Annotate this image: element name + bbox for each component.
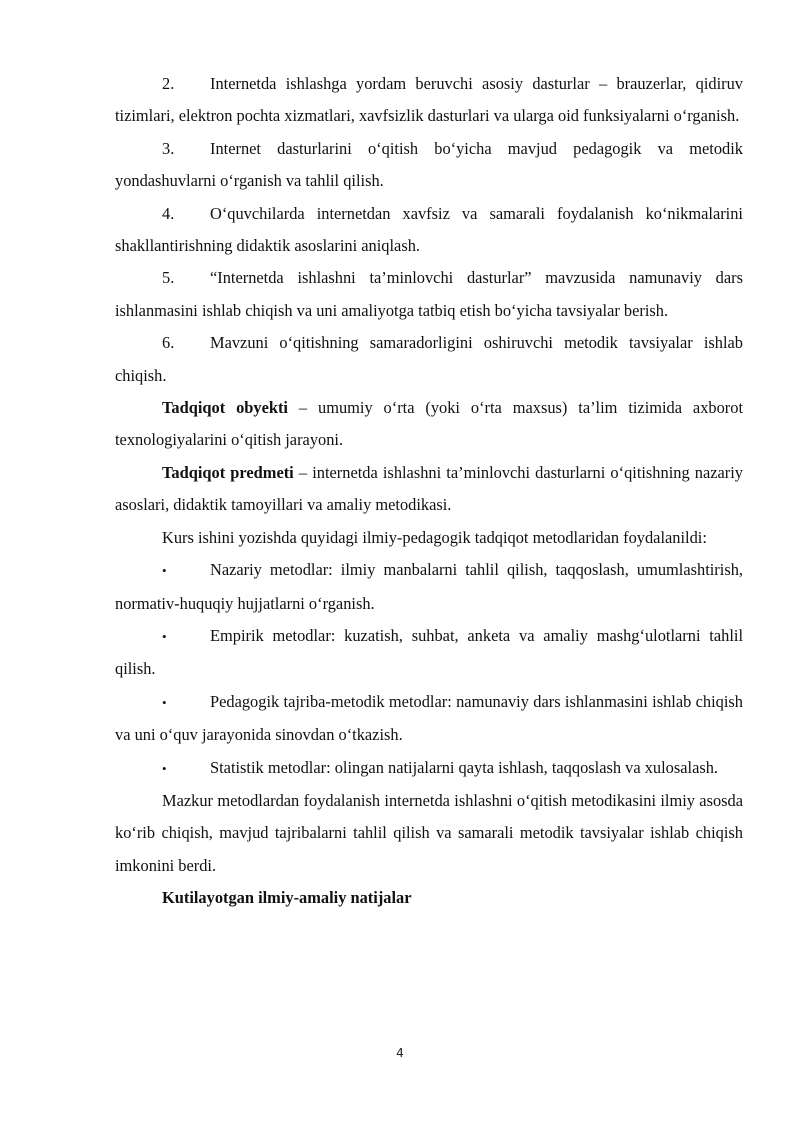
list-item <box>115 133 743 198</box>
list-text: Internetda ishlashga yordam beruvchi asosiy dasturlar – brauzerlar, qidiruv tizimlari, elektron pochta xizmatlari, xavfsizlik dasturlari va ularga oid funksiyalarni o‘rganish. <box>115 74 743 126</box>
research-subject-term: Tadqiqot predmeti <box>162 462 294 482</box>
research-object-paragraph <box>115 392 743 457</box>
bullet-text: Statistik metodlar: olingan natijalarni qayta ishlash, taqqoslash va xulosalash. <box>210 757 719 777</box>
list-number: 3. <box>162 138 175 158</box>
research-subject-paragraph <box>115 457 743 522</box>
bullet-item <box>115 620 743 686</box>
list-number: 2. <box>162 74 175 93</box>
list-text: Internet dasturlarini o‘qitish bo‘yicha mavjud pedagogik va metodik yondashuvlarni o‘rganish va tahlil qilish. <box>115 138 743 191</box>
bullet-text: Pedagogik tajriba-metodik metodlar: namunaviy dars ishlanmasini ishlab chiqish va uni o‘quv jarayonida sinovdan o‘tkazish. <box>115 691 743 745</box>
list-text: Mavzuni o‘qitishning samaradorligini oshiruvchi metodik tavsiyalar ishlab chiqish. <box>115 333 743 385</box>
list-text: O‘quvchilarda internetdan xavfsiz va samarali foydalanish ko‘nikmalarini shakllantirishning didaktik asoslarini aniqlash. <box>115 203 743 256</box>
list-item <box>115 262 743 327</box>
list-number: 5. <box>162 268 175 288</box>
bullet-icon: • <box>162 760 167 776</box>
bullet-item <box>115 686 743 752</box>
page-number: 4 <box>396 1046 404 1060</box>
bullet-text: Nazariy metodlar: ilmiy manbalarni tahlil qilish, taqqoslash, umumlashtirish, normativ-huquqiy hujjatlarni o‘rganish. <box>115 560 743 613</box>
list-item <box>115 68 743 133</box>
research-object-text: – umumiy o‘rta (yoki o‘rta maxsus) ta’lim tizimida axborot texnologiyalarini o‘qitish jarayoni. <box>115 398 743 450</box>
bullet-item <box>115 752 743 785</box>
list-number: 6. <box>162 333 175 353</box>
conclusion-paragraph: Mazkur metodlardan foydalanish internetda ishlashni o‘qitish metodikasini ilmiy asosda ko‘rib chiqish, mavjud tajribalarni tahlil qilish va samarali metodik tavsiyalar ishlab chiqish imkonini berdi. <box>115 790 743 875</box>
research-subject-text: – internetda ishlashni ta’minlovchi dasturlarni o‘qitishning nazariy asoslari, didaktik tamoyillari va amaliy metodikasi. <box>115 462 743 515</box>
list-item <box>115 327 743 392</box>
bullet-icon: • <box>162 628 167 644</box>
bullet-icon: • <box>162 563 167 579</box>
methods-intro: Kurs ishini yozishda quyidagi ilmiy-pedagogik tadqiqot metodlaridan foydalanildi: <box>162 527 707 547</box>
list-item <box>115 198 743 263</box>
bullet-text: Empirik metodlar: kuzatish, suhbat, anketa va amaliy mashg‘ulotlarni tahlil qilish. <box>115 625 743 679</box>
list-text: “Internetda ishlashni ta’minlovchi dasturlar” mavzusida namunaviy dars ishlanmasini ishlab chiqish va uni amaliyotga tatbiq etish bo‘yicha tavsiyalar berish. <box>115 268 743 320</box>
bullet-icon: • <box>162 694 167 710</box>
bullet-item <box>115 554 743 620</box>
list-number: 4. <box>162 203 175 223</box>
section-heading: Kutilayotgan ilmiy-amaliy natijalar <box>162 888 412 908</box>
document-page <box>115 68 743 915</box>
research-object-term: Tadqiqot obyekti <box>162 398 288 418</box>
